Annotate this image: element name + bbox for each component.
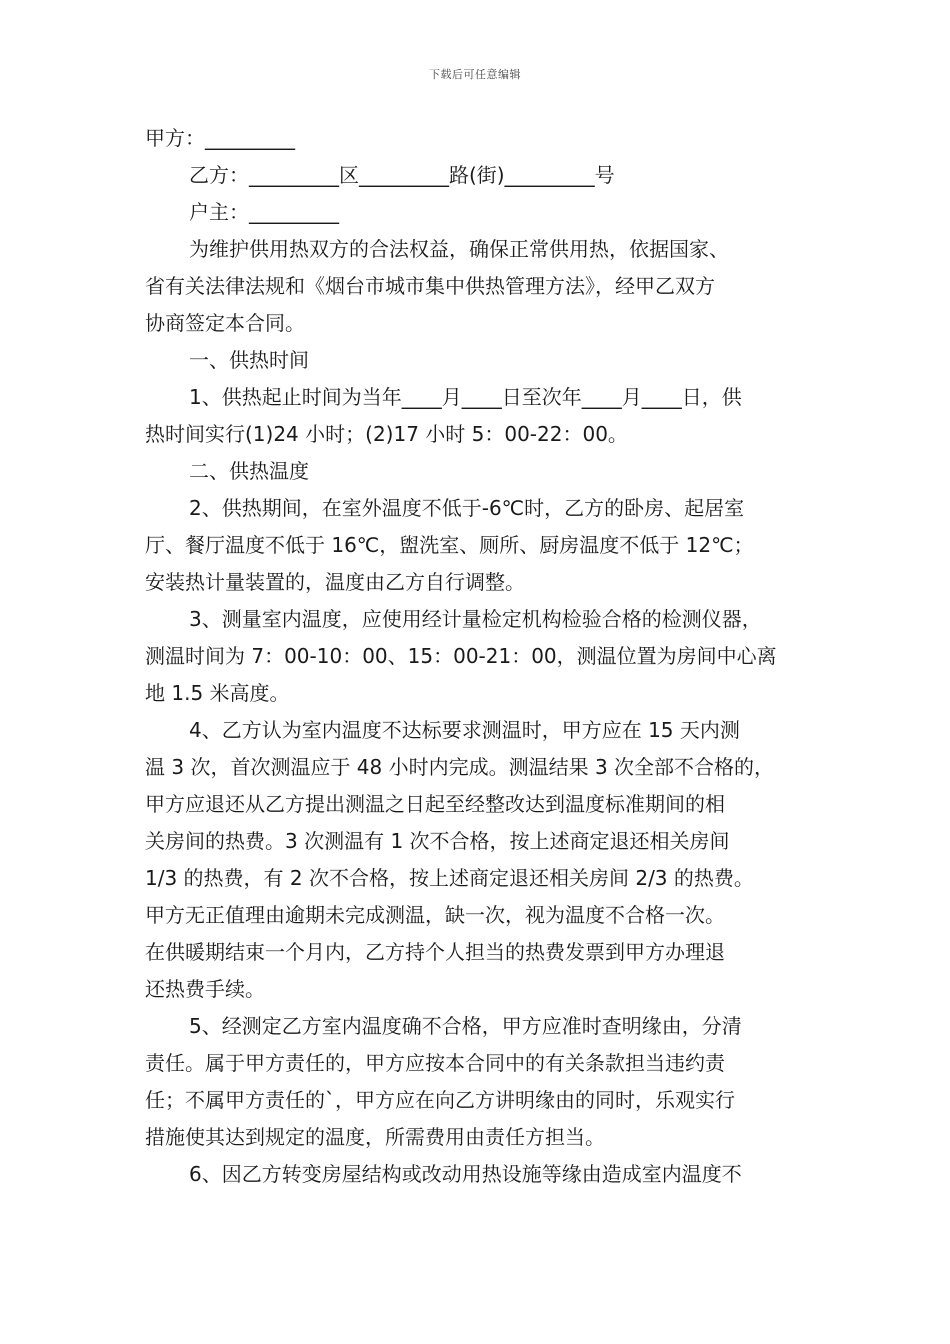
- preamble-line: 协商签定本合同。: [145, 311, 305, 335]
- clause-line: 热时间实行(1)24 小时；(2)17 小时 5：00-22：00。: [145, 422, 628, 446]
- clause-line: 在供暖期结束一个月内，乙方持个人担当的热费发票到甲方办理退: [145, 940, 725, 964]
- clause-line: 措施使其达到规定的温度，所需费用由责任方担当。: [145, 1125, 605, 1149]
- clause-line: 还热费手续。: [145, 977, 265, 1001]
- party-a-line: 甲方：_________: [145, 126, 295, 150]
- householder-line: 户主：_________: [189, 200, 339, 224]
- clause-line: 3、测量室内温度，应使用经计量检定机构检验合格的检测仪器，: [189, 607, 762, 631]
- section-heading: 二、供热温度: [189, 459, 309, 483]
- contract-body: [145, 120, 811, 1193]
- section-heading: 一、供热时间: [189, 348, 309, 372]
- page-header-note: 下载后可任意编辑: [429, 68, 521, 81]
- clause-line: 甲方应退还从乙方提出测温之日起至经整改达到温度标准期间的相: [145, 792, 725, 816]
- preamble-line: 省有关法律法规和《烟台市城市集中供热管理方法》，经甲乙双方: [145, 274, 715, 298]
- clause-line: 安装热计量装置的，温度由乙方自行调整。: [145, 570, 525, 594]
- clause-line: 测温时间为 7：00-10：00、15：00-21：00，测温位置为房间中心离: [145, 644, 777, 668]
- clause-line: 1/3 的热费，有 2 次不合格，按上述商定退还相关房间 2/3 的热费。: [145, 866, 754, 890]
- clause-line: 5、经测定乙方室内温度确不合格，甲方应准时查明缘由，分清: [189, 1014, 742, 1038]
- clause-line: 温 3 次，首次测温应于 48 小时内完成。测温结果 3 次全部不合格的，: [145, 755, 775, 779]
- clause-line: 4、乙方认为室内温度不达标要求测温时，甲方应在 15 天内测: [189, 718, 740, 742]
- clause-line: 地 1.5 米高度。: [145, 681, 290, 705]
- clause-line: 6、因乙方转变房屋结构或改动用热设施等缘由造成室内温度不: [189, 1162, 742, 1186]
- clause-line: 2、供热期间，在室外温度不低于-6℃时，乙方的卧房、起居室: [189, 496, 745, 520]
- preamble-line: 为维护供用热双方的合法权益，确保正常供用热，依据国家、: [189, 237, 729, 261]
- clause-line: 甲方无正值理由逾期未完成测温，缺一次，视为温度不合格一次。: [145, 903, 725, 927]
- clause-line: 责任。属于甲方责任的，甲方应按本合同中的有关条款担当违约责: [145, 1051, 725, 1075]
- clause-line: 关房间的热费。3 次测温有 1 次不合格，按上述商定退还相关房间: [145, 829, 730, 853]
- clause-line: 厅、餐厅温度不低于 16℃，盥洗室、厕所、厨房温度不低于 12℃；: [145, 533, 754, 557]
- clause-line: 1、供热起止时间为当年____月____日至次年____月____日，供: [189, 385, 742, 409]
- party-b-line: 乙方：_________区_________路(街)_________号: [189, 163, 615, 187]
- clause-line: 任；不属甲方责任的`，甲方应在向乙方讲明缘由的同时，乐观实行: [145, 1088, 735, 1112]
